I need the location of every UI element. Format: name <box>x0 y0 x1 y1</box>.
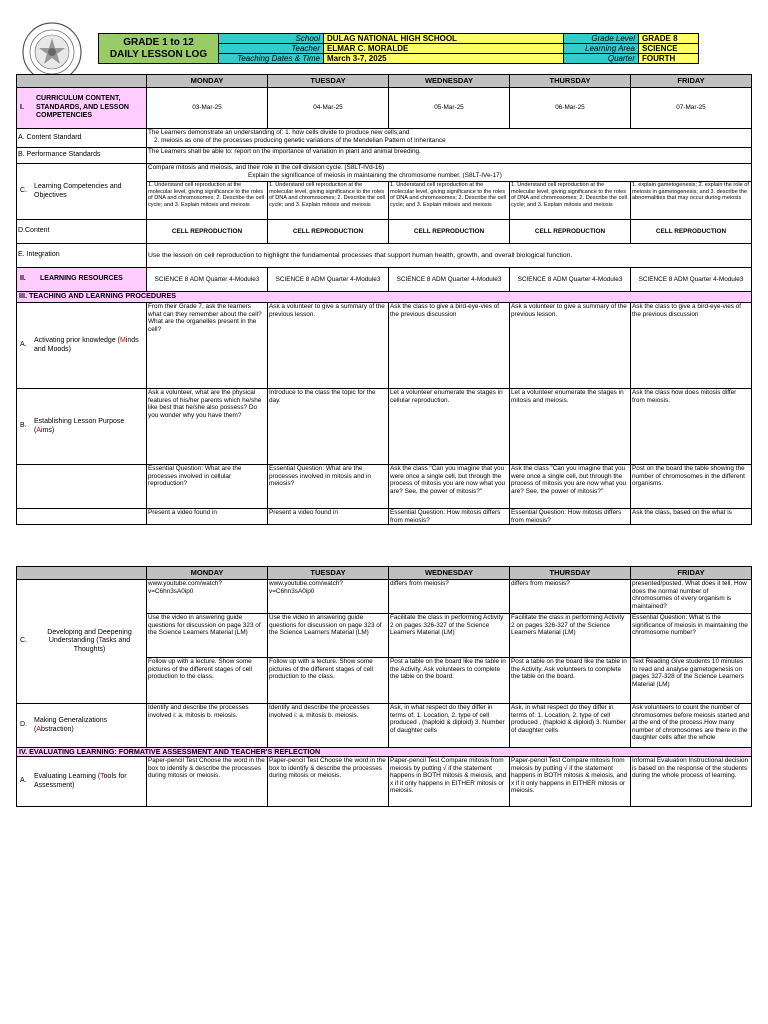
generalization-cell: Identify and describe the processes involved i: a. mitosis b. meiosis. <box>147 704 268 748</box>
purpose-cell: Introduce to the class the topic for the day. <box>268 389 389 465</box>
learning-resources-label: II. LEARNING RESOURCES <box>17 268 147 292</box>
competencies-label: C. Learning Competencies and Objectives <box>17 164 147 220</box>
developing-cell: presented/posted. What does it tell. How does the normal number of chromosomes of every organism is maintained? <box>631 580 752 614</box>
quarter-label: Quarter <box>564 54 639 64</box>
learning-area-label: Learning Area <box>564 44 639 54</box>
school-label: School <box>219 34 324 44</box>
purpose-cell: Ask the class "Can you imagine that you were once a single cell, but through the process of mitosis you are now what you are? See, the power of mitosis?" <box>389 465 510 509</box>
content-value: CELL REPRODUCTION <box>389 220 510 244</box>
evaluating-cell: Informal Evaluation Instructional decision is based on the response of the students during the whole process of learning. <box>631 757 752 807</box>
generalization-cell: Identify and describe the processes involved i: a. mitosis b. meiosis. <box>268 704 389 748</box>
day-header: WEDNESDAY <box>389 75 510 88</box>
teaching-procedures-section: III. TEACHING AND LEARNING PROCEDURES <box>17 292 752 303</box>
day-header-row <box>17 567 752 580</box>
evaluating-cell: Paper-pencil Test Choose the word in the box to identify & describe the processes during mitosis or meiosis. <box>147 757 268 807</box>
objective-cell: 1. Understand cell reproduction at the molecular level, giving significance to the roles of DNA and chromosomes; 2. Describe the cell cycle; and 3. Explain mitosis and meiosis <box>510 182 631 220</box>
cut-cell: Present a video found in <box>147 509 268 525</box>
day-header: FRIDAY <box>631 567 752 580</box>
developing-understanding-label: C. Developing and Deepening Understanding (Tasks and Thoughts) <box>17 580 147 704</box>
grade-level-label: Grade Level <box>564 34 639 44</box>
date-cell: 07-Mar-25 <box>631 88 752 129</box>
activating-cell: Ask a volunteer to give a summary of the previous lesson. <box>510 303 631 389</box>
integration-text: Use the lesson on cell reproduction to highlight the fundamental processes that support human health, growth, and overall biological function. <box>147 244 752 268</box>
day-header: THURSDAY <box>510 567 631 580</box>
purpose-cell: Ask the class "Can you imagine that you were once a single cell, but through the process of mitosis you are now what you are? See, the power of mitosis?" <box>510 465 631 509</box>
activating-prior-knowledge-label: A. Activating prior knowledge (Minds and Moods) <box>17 303 147 389</box>
content-standard-text: The Learners demonstrate an understanding of: 1. how cells divide to produce new cells;and 2. meiosis as one of the processes producing genetic variations of the Mendelian Pattern of Inheritance <box>147 129 752 148</box>
making-generalizations-label: D. Making Generalizations (Abstraction) <box>17 704 147 748</box>
resource-cell: SCIENCE 8 ADM Quarter 4-Module3 <box>147 268 268 292</box>
lesson-table-page2 <box>16 566 752 807</box>
activating-cell: Ask the class to give a bird-eye-vies of the previous discussion <box>631 303 752 389</box>
purpose-cell: Ask a volunteer, what are the physical features of his/her parents which he/she like best that he/she also possess? Do you wonder why you have them? <box>147 389 268 465</box>
developing-cell: differs from meiosis? <box>510 580 631 614</box>
generalization-cell: Ask, in what respect do they differ in terms of: 1. Location, 2. type of cell produced , (haploid & diploid) 3. Number of daughter cells <box>510 704 631 748</box>
developing-cell: Post a table on the board like the table in the Activity. Ask volunteers to complete the table on the board. <box>510 658 631 704</box>
performance-standards-label: B. Performance Standards <box>17 148 147 164</box>
content-value: CELL REPRODUCTION <box>631 220 752 244</box>
header-table <box>98 33 699 64</box>
developing-cell: differs from meiosis? <box>389 580 510 614</box>
deped-seal-icon <box>22 22 82 82</box>
objective-cell: 1. Understand cell reproduction at the molecular level, giving significance to the roles of DNA and chromosomes; 2. Describe the cell cycle; and 3. Explain mitosis and meiosis <box>268 182 389 220</box>
date-cell: 04-Mar-25 <box>268 88 389 129</box>
developing-cell: Follow up with a lecture. Show some pictures of the different stages of cell production to the class. <box>268 658 389 704</box>
curriculum-section-label: I. CURRICULUM CONTENT, STANDARDS, AND LESSON COMPETENCIES <box>17 88 147 129</box>
day-header: WEDNESDAY <box>389 567 510 580</box>
day-header-row <box>17 75 752 88</box>
cut-cell: Present a video found in <box>268 509 389 525</box>
school-value: DULAG NATIONAL HIGH SCHOOL <box>324 34 564 44</box>
lesson-purpose-label: B. Establishing Lesson Purpose (Aims) <box>17 389 147 465</box>
developing-cell: Use the video in answering guide questions for discussion on page 323 of the Science Learners Material (LM) <box>268 614 389 658</box>
evaluating-learning-label: A. Evaluating Learning (Tools for Assessment) <box>17 757 147 807</box>
date-cell: 03-Mar-25 <box>147 88 268 129</box>
purpose-cell: Essential Question: What are the processes involved in cellular reproduction? <box>147 465 268 509</box>
cut-label-cell <box>17 509 147 525</box>
developing-cell: www.youtube.com/watch?v=C6hn3sA0ip0 <box>268 580 389 614</box>
day-header: TUESDAY <box>268 567 389 580</box>
quarter-value: FOURTH <box>639 54 699 64</box>
evaluating-cell: Paper-pencil Test Compare mitosis from meiosis by putting √ if the statement happens in BOTH mitosis & meiosis, and x if it only happens in EITHER mitosis or meiosis. <box>510 757 631 807</box>
developing-cell: Follow up with a lecture. Show some pictures of the different stages of cell production to the class. <box>147 658 268 704</box>
cut-cell: Ask the class, based on the what is <box>631 509 752 525</box>
day-header: THURSDAY <box>510 75 631 88</box>
objective-cell: 1. Understand cell reproduction at the molecular level, giving significance to the roles of DNA and chromosomes; 2. Describe the cell cycle; and 3. Explain mitosis and meiosis <box>147 182 268 220</box>
resource-cell: SCIENCE 8 ADM Quarter 4-Module3 <box>510 268 631 292</box>
purpose-cell: Post on the board the table showing the number of chromosomes in the different organisms. <box>631 465 752 509</box>
day-header: MONDAY <box>147 567 268 580</box>
integration-label: E. Integration <box>17 244 147 268</box>
lesson-table-page1 <box>16 74 752 525</box>
content-value: CELL REPRODUCTION <box>268 220 389 244</box>
activating-cell: From their Grade 7, ask the learners what can they remember about the cell? What are the organelles present in the cell? <box>147 303 268 389</box>
evaluating-section: IV. EVALUATING LEARNING: FORMATIVE ASSESSMENT AND TEACHER'S REFLECTION <box>17 748 752 757</box>
generalization-cell: Ask, in what respect do they differ in terms of: 1. Location, 2. type of cell produced , (haploid & diploid) 3. Number of daughter cells <box>389 704 510 748</box>
objective-cell: 1. explain gametogenesis; 2. explain the role of meiosis in gametogenesis; and 3. describe the abnormalities that may occur during meiosis <box>631 182 752 220</box>
purpose-cell: Let a volunteer enumerate the stages in mitosis and meiosis. <box>510 389 631 465</box>
cut-cell: Essential Question: How mitosis differs from meiosis? <box>510 509 631 525</box>
purpose-cell: Let a volunteer enumerate the stages in cellular reproduction. <box>389 389 510 465</box>
developing-cell: Facilitate the class in performing Activity 2 on pages 326-327 of the Science Learners Material (LM) <box>389 614 510 658</box>
date-cell: 05-Mar-25 <box>389 88 510 129</box>
developing-cell: Use the video in answering guide questions for discussion on page 323 of the Science Learners Material (LM) <box>147 614 268 658</box>
resource-cell: SCIENCE 8 ADM Quarter 4-Module3 <box>268 268 389 292</box>
teacher-label: Teacher <box>219 44 324 54</box>
cut-cell: Essential Question: How mitosis differs from meiosis? <box>389 509 510 525</box>
date-cell: 06-Mar-25 <box>510 88 631 129</box>
content-standard-label: A. Content Standard <box>17 129 147 148</box>
objective-cell: 1. Understand cell reproduction at the molecular level, giving significance to the roles of DNA and chromosomes; 2. Describe the cell cycle; and 3. Explain mitosis and meiosis <box>389 182 510 220</box>
day-header: TUESDAY <box>268 75 389 88</box>
resource-cell: SCIENCE 8 ADM Quarter 4-Module3 <box>389 268 510 292</box>
content-label: D.Content <box>17 220 147 244</box>
activating-cell: Ask a volunteer to give a summary of the previous lesson. <box>268 303 389 389</box>
developing-cell: www.youtube.com/watch?v=C6hn3sA0ip0 <box>147 580 268 614</box>
competencies-text: Compare mitosis and meiosis, and their role in the cell division cycle. (S8LT-IVd-16) Explain the significance of meiosis in maintaining the chromosome number. (S8LT-IVe-17) <box>147 164 752 182</box>
generalization-cell: Ask volunteers to count the number of chromosomes before meiosis started and at the end of the process.How many number of chromosomes are there in the daughter cells after the whole <box>631 704 752 748</box>
grade-level-value: GRADE 8 <box>639 34 699 44</box>
developing-cell: Post a table on the board like the table in the Activity. Ask volunteers to complete the table on the board. <box>389 658 510 704</box>
developing-cell: Facilitate the class in performing Activity 2 on pages 326-327 of the Science Learners Material (LM) <box>510 614 631 658</box>
day-header: MONDAY <box>147 75 268 88</box>
resource-cell: SCIENCE 8 ADM Quarter 4-Module3 <box>631 268 752 292</box>
content-value: CELL REPRODUCTION <box>510 220 631 244</box>
developing-cell: Essential Question: What is the significance of meiosis in maintaining the chromosome number? <box>631 614 752 658</box>
purpose-label-continued <box>17 465 147 509</box>
developing-cell: Text Reading Give students 10 minutes to read and analyse gametogenesis on pages 327-328 of the Science Learners Material (LM) <box>631 658 752 704</box>
evaluating-cell: Paper-pencil Test Compare mitosis from meiosis by putting √ if the statement happens in BOTH mitosis & meiosis, and x if it only happens in EITHER mitosis or meiosis. <box>389 757 510 807</box>
performance-standards-text: The Learners shall be able to: report on the importance of variation in plant and animal breeding. <box>147 148 752 164</box>
purpose-cell: Essential Question: What are the processes involved in mitosis and in meiosis? <box>268 465 389 509</box>
content-value: CELL REPRODUCTION <box>147 220 268 244</box>
day-header: FRIDAY <box>631 75 752 88</box>
teaching-dates-value: March 3-7, 2025 <box>324 54 564 64</box>
evaluating-cell: Paper-pencil Test Choose the word in the box to identify & describe the processes during mitosis or meiosis. <box>268 757 389 807</box>
learning-area-value: SCIENCE <box>639 44 699 54</box>
teaching-dates-label: Teaching Dates & Time <box>219 54 324 64</box>
teacher-value: ELMAR C. MORALDE <box>324 44 564 54</box>
activating-cell: Ask the class to give a bird-eye-vies of the previous discussion <box>389 303 510 389</box>
purpose-cell: Ask the class how does mitosis differ from meiosis. <box>631 389 752 465</box>
log-title: GRADE 1 to 12 DAILY LESSON LOG <box>99 34 219 64</box>
